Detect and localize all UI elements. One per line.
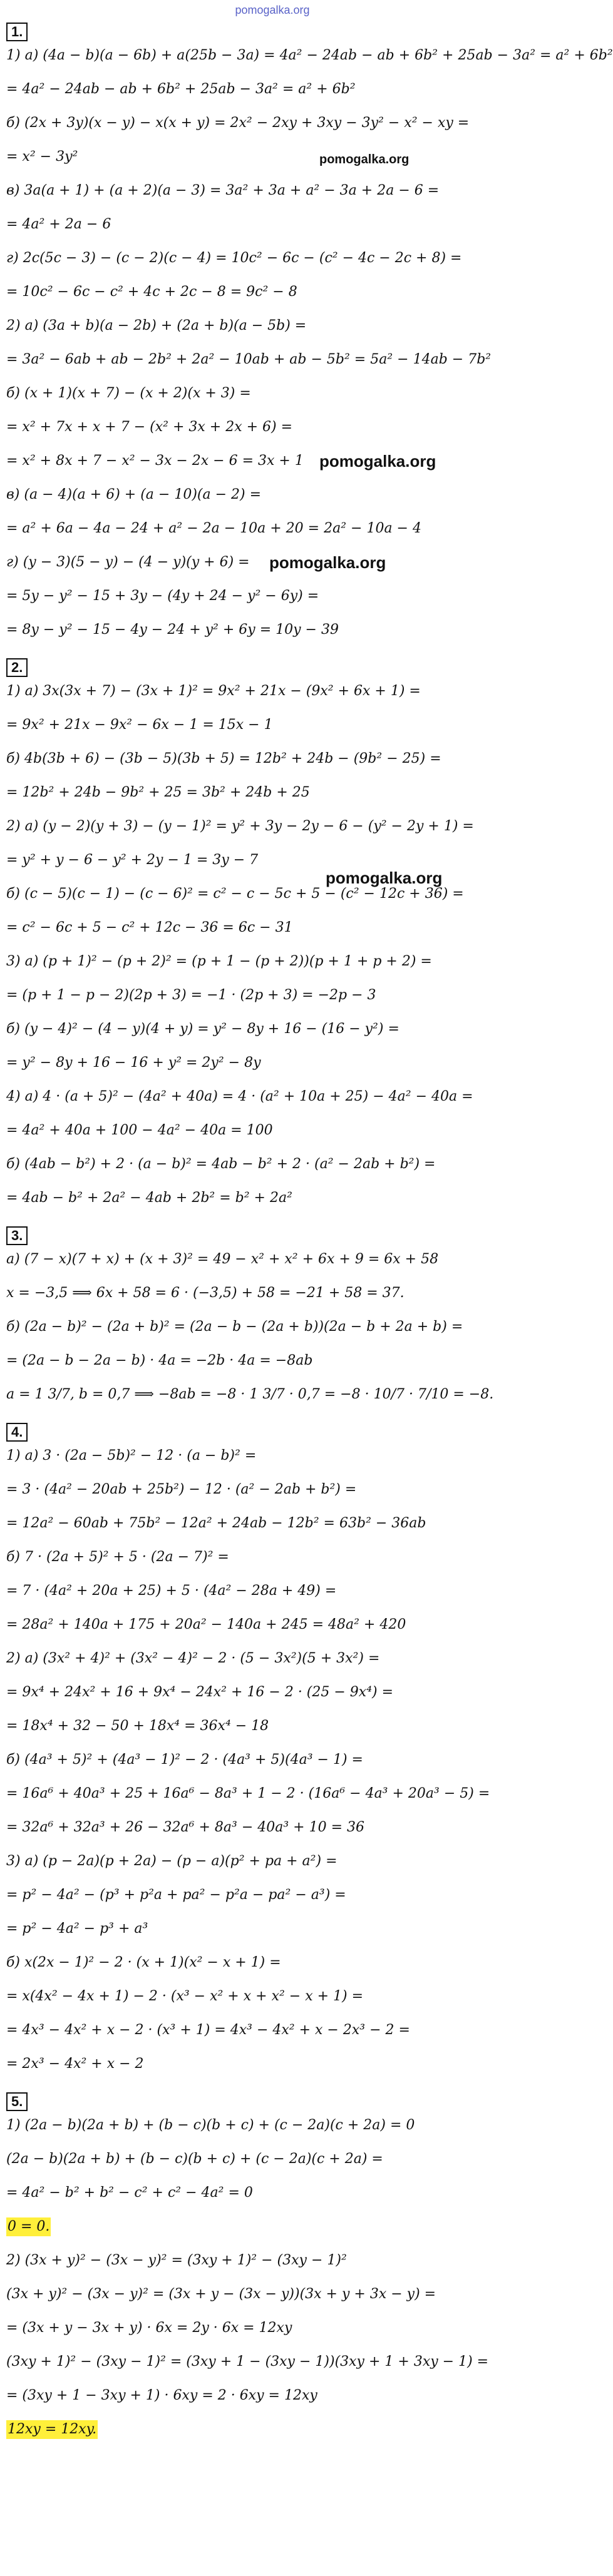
highlighted-result: 0 = 0. — [6, 2217, 51, 2236]
solution-line — [6, 1121, 538, 1140]
solution-line — [6, 621, 538, 639]
watermark: pomogalka.org — [326, 868, 443, 887]
line-text: 2) а) (y − 2)(y + 3) − (y − 1)² = y² + 3y − 2y − 6 − (y² − 2y + 1) = — [6, 818, 474, 834]
section-number: 1. — [6, 23, 28, 41]
solution-line — [6, 1582, 538, 1601]
solution-line — [6, 750, 538, 768]
solution-line — [6, 1480, 538, 1499]
solution-line — [6, 80, 538, 99]
solution-line — [6, 486, 538, 504]
solution-line — [6, 1020, 538, 1039]
line-text: a = 1 3/7, b = 0,7 ⟹ −8ab = −8 · 1 3/7 · 0,7 = −8 · 10/7 · 7/10 = −8. — [6, 1387, 494, 1402]
line-text: 2) а) (3x² + 4)² + (3x² − 4)² − 2 · (5 − 3x²)(5 + 3x²) = — [6, 1651, 380, 1666]
solution-line — [6, 1852, 538, 1871]
solution-line — [6, 384, 538, 403]
solution-line — [6, 215, 538, 234]
line-text: б) x(2x − 1)² − 2 · (x + 1)(x² − x + 1) = — [6, 1955, 281, 1970]
solution-line — [6, 2184, 538, 2202]
solution-line — [6, 2116, 538, 2135]
solution-line — [6, 817, 538, 836]
line-text: = 28a² + 140a + 175 + 20a² − 140a + 245 = 48a² + 420 — [6, 1617, 406, 1632]
solution-line — [6, 317, 538, 335]
line-text: 2) (3x + y)² − (3x − y)² = (3xy + 1)² − (3xy − 1)² — [6, 2253, 347, 2268]
line-text: = 5y − y² − 15 + 3y − (4y + 24 − y² − 6y) = — [6, 588, 319, 604]
solution-line — [6, 1284, 538, 1303]
line-text: = 4ab − b² + 2a² − 4ab + 2b² = b² + 2a² — [6, 1190, 292, 1206]
solution-line — [6, 350, 538, 369]
section-1 — [6, 19, 613, 639]
line-text: = 18x⁴ + 32 − 50 + 18x⁴ = 36x⁴ − 18 — [6, 1718, 269, 1734]
highlighted-result: 12xy = 12xy. — [6, 2420, 98, 2439]
solution-line — [6, 682, 538, 701]
solution-line — [6, 2386, 538, 2405]
line-text: = 4x³ − 4x² + x − 2 · (x³ + 1) = 4x³ − 4x² + x − 2x³ − 2 = — [6, 2022, 410, 2038]
line-text: а) (7 − x)(7 + x) + (x + 3)² = 49 − x² + x² + 6x + 9 = 6x + 58 — [6, 1251, 439, 1267]
line-text: г) (y − 3)(5 − y) − (4 − y)(y + 6) = — [6, 554, 250, 570]
line-text: = x² + 8x + 7 − x² − 3x − 2x − 6 = 3x + 1 — [6, 453, 304, 469]
solution-line — [6, 2217, 538, 2236]
line-text: 3) а) (p + 1)² − (p + 2)² = (p + 1 − (p + 2))(p + 1 + p + 2) = — [6, 954, 432, 969]
solution-line — [6, 1818, 538, 1837]
solution-line — [6, 851, 538, 870]
solution-line — [6, 553, 538, 572]
solution-line — [6, 1751, 538, 1769]
solution-line — [6, 249, 538, 268]
solution-line — [6, 1189, 538, 1208]
line-text: (3xy + 1)² − (3xy − 1)² = (3xy + 1 − (3xy − 1))(3xy + 1 + 3xy − 1) = — [6, 2354, 489, 2370]
solution-line — [6, 283, 538, 302]
site-title[interactable]: pomogalka.org — [235, 4, 310, 16]
line-text: б) (2x + 3y)(x − y) − x(x + y) = 2x² − 2xy + 3xy − 3y² − x² − xy = — [6, 115, 470, 131]
solution-line — [6, 148, 538, 166]
line-text: = 3 · (4a² − 20ab + 25b²) − 12 · (a² − 2ab + b²) = — [6, 1482, 357, 1497]
solution-line — [6, 1352, 538, 1370]
solution-line — [6, 587, 538, 606]
line-text: 4) а) 4 · (a + 5)² − (4a² + 40a) = 4 · (a² + 10a + 25) − 4a² − 40a = — [6, 1089, 473, 1104]
solution-line — [6, 1616, 538, 1634]
line-text: = 10c² − 6c − c² + 4c + 2c − 8 = 9c² − 8 — [6, 284, 297, 300]
line-text: = 12a² − 60ab + 75b² − 12a² + 24ab − 12b² = 63b² − 36ab — [6, 1515, 426, 1531]
line-text: б) (x + 1)(x + 7) − (x + 2)(x + 3) = — [6, 385, 251, 401]
solution-line — [6, 114, 538, 133]
line-text: = 2x³ − 4x² + x − 2 — [6, 2056, 144, 2072]
line-text: 1) а) (4a − b)(a − 6b) + a(25b − 3a) = 4a² − 24ab − ab + 6b² + 25ab − 3a² = a² + 6b² — [6, 48, 613, 63]
line-text: 1) (2a − b)(2a + b) + (b − c)(b + c) + (c − 2a)(c + 2a) = 0 — [6, 2117, 415, 2133]
solution-line — [6, 952, 538, 971]
solution-line — [6, 452, 538, 471]
line-text: б) (4a³ + 5)² + (4a³ − 1)² − 2 · (4a³ + 5)(4a³ − 1) = — [6, 1752, 363, 1768]
solution-line — [6, 2021, 538, 2040]
section-number: 3. — [6, 1226, 28, 1245]
line-text: = 16a⁶ + 40a³ + 25 + 16a⁶ − 8a³ + 1 − 2 · (16a⁶ − 4a³ + 20a³ − 5) = — [6, 1786, 490, 1801]
solution-line — [6, 1717, 538, 1736]
solution-line — [6, 1514, 538, 1533]
solution-line — [6, 519, 538, 538]
line-text: = (2a − b − 2a − b) · 4a = −2b · 4a = −8ab — [6, 1353, 313, 1368]
line-text: (3x + y)² − (3x − y)² = (3x + y − (3x − y))(3x + y + 3x − y) = — [6, 2286, 436, 2302]
line-text: = c² − 6c + 5 − c² + 12c − 36 = 6c − 31 — [6, 920, 293, 935]
solution-line — [6, 181, 538, 200]
solution-line — [6, 919, 538, 937]
solution-line — [6, 1987, 538, 2006]
solution-line — [6, 2251, 538, 2270]
solution-line — [6, 1920, 538, 1938]
line-text: x = −3,5 ⟹ 6x + 58 = 6 · (−3,5) + 58 = −21 + 58 = 37. — [6, 1285, 404, 1301]
line-text: = x² + 7x + x + 7 − (x² + 3x + 2x + 6) = — [6, 419, 293, 435]
solution-line — [6, 1054, 538, 1072]
line-text: = 8y − y² − 15 − 4y − 24 + y² + 6y = 10y − 39 — [6, 622, 339, 638]
line-text: = x(4x² − 4x + 1) − 2 · (x³ − x² + x + x² − x + 1) = — [6, 1988, 364, 2004]
line-text: = 9x⁴ + 24x² + 16 + 9x⁴ − 24x² + 16 − 2 · (25 − 9x⁴) = — [6, 1684, 394, 1700]
line-text: б) (c − 5)(c − 1) − (c − 6)² = c² − c − 5c + 5 − (c² − 12c + 36) = — [6, 886, 464, 902]
line-text: = 4a² − 24ab − ab + 6b² + 25ab − 3a² = a² + 6b² — [6, 81, 356, 97]
solution-line — [6, 1683, 538, 1702]
line-text: = 7 · (4a² + 20a + 25) + 5 · (4a² − 28a + 49) = — [6, 1583, 337, 1599]
line-text: = 4a² + 2a − 6 — [6, 216, 111, 232]
solution-line — [6, 1318, 538, 1336]
solution-line — [6, 2319, 538, 2338]
line-text: = 4a² − b² + b² − c² + c² − 4a² = 0 — [6, 2185, 253, 2201]
solution-page — [0, 19, 613, 2439]
section-2 — [6, 654, 538, 1208]
solution-line — [6, 1784, 538, 1803]
solution-line — [6, 1447, 538, 1465]
solution-line — [6, 2420, 538, 2439]
line-text: 2) а) (3a + b)(a − 2b) + (2a + b)(a − 5b) = — [6, 318, 307, 333]
line-text: = y² + y − 6 − y² + 2y − 1 = 3y − 7 — [6, 852, 259, 868]
line-text: = a² + 6a − 4a − 24 + a² − 2a − 10a + 20 = 2a² − 10a − 4 — [6, 521, 421, 536]
line-text: = (p + 1 − p − 2)(2p + 3) = −1 · (2p + 3) = −2p − 3 — [6, 987, 376, 1003]
line-text: б) 7 · (2a + 5)² + 5 · (2a − 7)² = — [6, 1549, 229, 1565]
solution-line — [6, 418, 538, 437]
line-text: = 9x² + 21x − 9x² − 6x − 1 = 15x − 1 — [6, 717, 273, 733]
solution-line — [6, 716, 538, 735]
line-text: 1) а) 3 · (2a − 5b)² − 12 · (a − b)² = — [6, 1448, 257, 1464]
line-text: 1) а) 3x(3x + 7) − (3x + 1)² = 9x² + 21x − (9x² + 6x + 1) = — [6, 683, 421, 699]
watermark: pomogalka.org — [319, 452, 436, 471]
solution-line — [6, 2055, 538, 2074]
solution-line — [6, 783, 538, 802]
line-text: в) (a − 4)(a + 6) + (a − 10)(a − 2) = — [6, 487, 262, 502]
line-text: = 32a⁶ + 32a³ + 26 − 32a⁶ + 8a³ − 40a³ + 10 = 36 — [6, 1820, 364, 1835]
solution-line — [6, 46, 613, 65]
line-text: = 12b² + 24b − 9b² + 25 = 3b² + 24b + 25 — [6, 785, 310, 800]
line-text: б) (y − 4)² − (4 − y)(4 + y) = y² − 8y + 16 − (16 − y²) = — [6, 1021, 399, 1037]
section-number: 4. — [6, 1423, 28, 1442]
line-text: = (3xy + 1 − 3xy + 1) · 6xy = 2 · 6xy = 12xy — [6, 2388, 317, 2403]
line-text: = p² − 4a² − p³ + a³ — [6, 1921, 148, 1937]
solution-line — [6, 2150, 538, 2169]
solution-line — [6, 1087, 538, 1106]
section-number: 2. — [6, 658, 28, 677]
section-4 — [6, 1419, 538, 2074]
line-text: г) 2c(5c − 3) − (c − 2)(c − 4) = 10c² − 6c − (c² − 4c − 2c + 8) = — [6, 250, 462, 266]
section-number: 5. — [6, 2092, 28, 2111]
line-text: 3) а) (p − 2a)(p + 2a) − (p − a)(p² + pa + a²) = — [6, 1853, 337, 1869]
solution-line — [6, 2353, 538, 2371]
solution-line — [6, 1886, 538, 1905]
line-text: б) 4b(3b + 6) − (3b − 5)(3b + 5) = 12b² + 24b − (9b² − 25) = — [6, 751, 441, 766]
line-text: = 3a² − 6ab + ab − 2b² + 2a² − 10ab + ab − 5b² = 5a² − 14ab − 7b² — [6, 352, 492, 367]
line-text: = x² − 3y² — [6, 149, 78, 165]
line-text: = y² − 8y + 16 − 16 + y² = 2y² − 8y — [6, 1055, 261, 1071]
section-3 — [6, 1223, 538, 1404]
solution-line — [6, 868, 538, 904]
solution-line — [6, 2285, 538, 2304]
line-text: б) (2a − b)² − (2a + b)² = (2a − b − (2a + b))(2a − b + 2a + b) = — [6, 1319, 463, 1335]
solution-line — [6, 986, 538, 1005]
line-text: = (3x + y − 3x + y) · 6x = 2y · 6x = 12xy — [6, 2320, 292, 2336]
line-text: = p² − 4a² − (p³ + p²a + pa² − p²a − pa² − a³) = — [6, 1887, 346, 1903]
line-text: в) 3a(a + 1) + (a + 2)(a − 3) = 3a² + 3a + a² − 3a + 2a − 6 = — [6, 183, 440, 198]
solution-line — [6, 1953, 538, 1972]
line-text: (2a − b)(2a + b) + (b − c)(b + c) + (c − 2a)(c + 2a) = — [6, 2151, 383, 2167]
watermark: pomogalka.org — [269, 553, 386, 572]
line-text: б) (4ab − b²) + 2 · (a − b)² = 4ab − b² + 2 · (a² − 2ab + b²) = — [6, 1156, 436, 1172]
solution-line — [6, 1155, 538, 1174]
solution-line — [6, 1649, 538, 1668]
section-5 — [6, 2089, 538, 2439]
solution-line — [6, 1548, 538, 1567]
line-text: = 4a² + 40a + 100 − 4a² − 40a = 100 — [6, 1123, 273, 1138]
solution-line — [6, 1250, 538, 1269]
watermark: pomogalka.org — [319, 153, 410, 166]
solution-line — [6, 1385, 538, 1404]
